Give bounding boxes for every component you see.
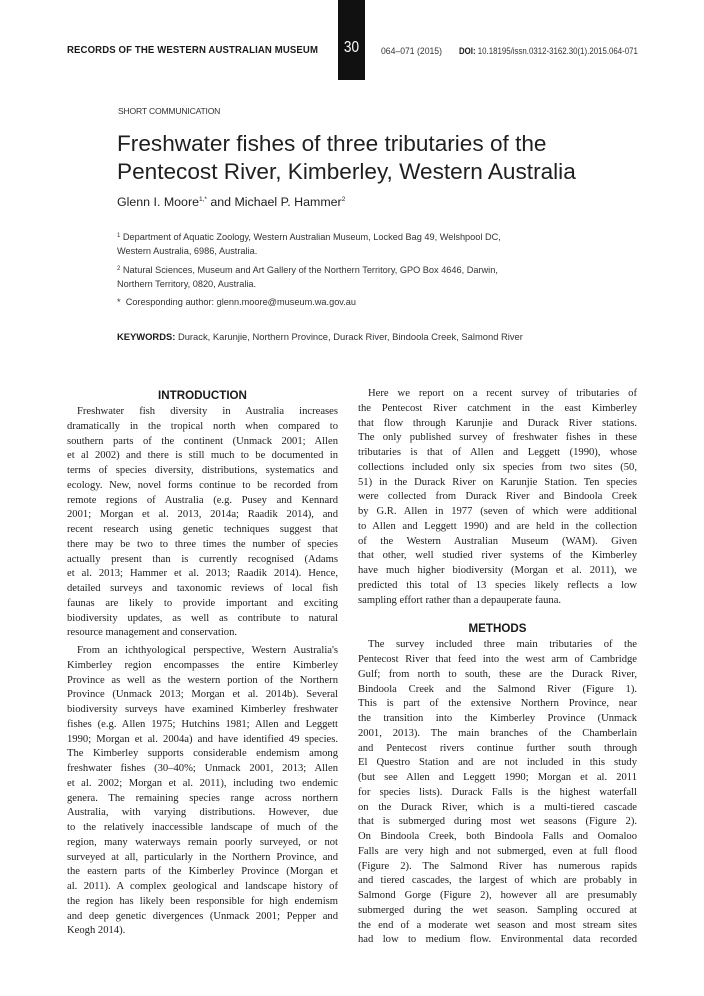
- text-line: The survey included three main tributaries of the: [368, 639, 637, 651]
- text-line: surveyed at all, particularly in the Northern Province, and: [67, 851, 338, 863]
- author-affil-mark: 2: [341, 196, 346, 203]
- text-line: Province (Unmack 2013; Morgan et al. 2014b). Several: [67, 689, 338, 701]
- text-line: submerged during the wet season. Sampling occured at: [358, 904, 637, 916]
- text-line: al. 2011). A complex geological and landscape history of: [67, 881, 338, 892]
- text-line: southern parts of the continent (Unmack 2001; Allen: [67, 435, 338, 447]
- text-line: sampling effort rather than a depauperate fauna.: [358, 594, 562, 606]
- text-line: Pentecost River that feed into the west arm of Cambridge: [358, 654, 637, 665]
- affiliation: [117, 262, 587, 291]
- text-line: of the Western Australian Museum (WAM). Given: [358, 535, 637, 547]
- text-line: collections included only six species from two sites (50,: [358, 461, 637, 473]
- text-line: Falls are very high and not submerged, even at full flood: [358, 845, 637, 857]
- corresponding-author: [117, 295, 587, 309]
- text-line: were collected from Durack River and Bindoola Creek: [358, 491, 637, 503]
- text-line: the Pentecost River catchment in the east Kimberley: [358, 402, 637, 414]
- text-line: resource management and conservation.: [67, 627, 238, 639]
- text-line: Freshwater fish diversity in Australia increases: [77, 406, 338, 417]
- text-line: region, many waterways remain poorly surveyed, or not: [67, 836, 338, 848]
- left-column: [67, 386, 338, 939]
- text-line: and tiered cascades, the largest of which are probably in: [358, 875, 637, 887]
- text-line: This is part of the extensive Northern Province, near: [358, 698, 637, 710]
- affil-mark: 1: [117, 233, 121, 239]
- paragraph: [67, 405, 338, 641]
- text-line: Australia, with varying distributions. However, due: [67, 807, 338, 819]
- text-line: Here we report on a recent survey of tributaries of: [368, 388, 637, 399]
- text-line: Kimberley region encompasses the entire Kimberley: [67, 659, 338, 671]
- affil-line: Northern Territory, 0820, Australia.: [117, 279, 257, 289]
- keywords: [117, 331, 523, 342]
- text-line: and deep genetic divergences (Unmack 2001; Pepper and: [67, 910, 338, 922]
- text-line: El Questro Station and are not included in this study: [358, 757, 637, 769]
- text-line: On Bindoola Creek, both Bindoola Falls and Oomaloo: [358, 831, 637, 842]
- text-line: and Pentecost rivers continue further south through: [358, 742, 637, 754]
- text-line: Province as well as the western portion of the Northern: [67, 674, 338, 686]
- text-line: to Allen and Leggett 1990) and are held in the collection: [358, 520, 637, 532]
- text-line: to the relatively inaccessible landscape of much of the: [67, 822, 338, 833]
- text-line: biodiversity surveys have examined Kimberley freshwater: [67, 704, 338, 715]
- affiliation: [117, 229, 587, 258]
- text-line: there may be two to three times the number of species: [67, 538, 338, 550]
- text-line: Salmond Gorge (Figure 2), however all are presumably: [358, 890, 637, 901]
- text-line: et al. 2013; Hammer et al. 2013; Raadik 2014). Hence,: [67, 568, 338, 580]
- text-line: the region has likely been responsible for high endemism: [67, 895, 338, 907]
- text-line: on the Durack River, which is a multi-tiered cascade: [358, 801, 637, 813]
- running-head: [0, 0, 704, 82]
- text-line: actually present than is currently recognised (Adams: [67, 553, 338, 565]
- text-line: dramatically in the tropical north when compared to: [67, 420, 338, 432]
- text-line: that other, well studied river systems of the Kimberley: [358, 550, 637, 562]
- title-line: Freshwater fishes of three tributaries of the: [117, 131, 547, 156]
- text-line: ecology. New, novel forms continue to be recorded from: [67, 479, 338, 491]
- text-line: 51) in the Durack River on Karunjie Station. Ten species: [358, 476, 637, 488]
- text-line: tributaries is that of Allen and Leggett (1990), whose: [358, 447, 637, 458]
- text-line: (but see Allen and Leggett 1990; Morgan et al. 2011: [358, 772, 637, 783]
- paragraph: [67, 644, 338, 939]
- article-type: SHORT COMMUNICATION: [118, 106, 221, 116]
- paragraph: [358, 387, 637, 608]
- text-line: The Kimberley supports considerable endemism among: [67, 748, 338, 760]
- keywords-text: Durack, Karunjie, Northern Province, Durack River, Bindoola Creek, Salmond River: [177, 331, 523, 342]
- paragraph: [358, 638, 637, 948]
- text-line: Bindoola Creek and the Salmond River (Figure 1).: [358, 683, 637, 695]
- author-name: Glenn I. Moore: [117, 195, 199, 209]
- text-line: by G.R. Allen in 1977 (seven of which were additional: [358, 506, 637, 517]
- section-gap: [358, 608, 637, 619]
- text-line: 1990; Morgan et al. 2004a) and have identified 49 species.: [67, 733, 338, 745]
- doi-link[interactable]: 10.18195/issn.0312-3162.30(1).2015.064-071: [477, 46, 638, 57]
- text-line: Keogh 2014).: [67, 925, 126, 937]
- text-line: terms of species diversity, distributions, systematics and: [67, 465, 338, 476]
- page-range: 064–071 (2015): [381, 46, 442, 57]
- text-line: freshwater fishes (30–40%; Unmack 2001, 2013; Allen: [67, 763, 338, 774]
- doi: [459, 46, 638, 57]
- corresp-mark: *: [117, 297, 121, 307]
- text-line: genera. The remaining species range across northern: [67, 792, 338, 804]
- affil-mark: 2: [117, 266, 121, 272]
- volume-number: 30: [343, 39, 360, 56]
- doi-label: DOI:: [459, 46, 476, 57]
- text-line: the transition into the Kimberley Province (Unmack: [358, 713, 637, 724]
- text-line: (Figure 2). The Salmond River has numerous rapids: [358, 860, 637, 872]
- text-line: the end of a moderate wet season and most stream sites: [358, 919, 637, 931]
- text-line: the eastern parts of the Kimberley Province (Morgan et: [67, 866, 338, 878]
- text-line: had low to medium flow. Environmental data recorded: [358, 934, 637, 946]
- author-affil-mark: 1,*: [198, 196, 207, 203]
- text-line: have much higher biodiversity (Morgan et al. 2011), we: [358, 565, 637, 576]
- author-name: Michael P. Hammer: [234, 195, 342, 209]
- affil-line: Natural Sciences, Museum and Art Gallery of the Northern Territory, GPO Box 4646, Darwin,: [122, 265, 498, 275]
- text-line: biodiversity updates, as well as contribute to natural: [67, 612, 338, 624]
- text-line: predicted this total of 13 species likely reflects a low: [358, 579, 637, 591]
- text-line: et al 2002) and there is still much to be documented in: [67, 450, 338, 462]
- text-line: faunas are likely to provide important and exciting: [67, 597, 338, 609]
- text-line: The only published survey of freshwater fishes in these: [358, 432, 637, 444]
- text-line: for species lists). Durack Falls is the highest waterfall: [358, 786, 637, 798]
- text-line: recent research using genetic techniques suggest that: [67, 524, 338, 535]
- text-line: detailed surveys and taxonomic reviews of local fish: [67, 583, 338, 594]
- section-heading-introduction: INTRODUCTION: [158, 389, 247, 402]
- right-column: [358, 386, 637, 948]
- article-title: [117, 130, 657, 186]
- keywords-label: KEYWORDS:: [117, 331, 176, 342]
- section-heading-methods: METHODS: [468, 622, 527, 636]
- author-list: [117, 195, 345, 209]
- corresp-text[interactable]: Coresponding author: glenn.moore@museum.wa.gov.au: [125, 297, 356, 307]
- text-line: that is submerged during most wet seasons (Figure 2).: [358, 816, 637, 828]
- text-line: 2001; Morgan et al. 2013, 2014a; Raadik 2014), and: [67, 509, 338, 521]
- text-line: Gulf; from north to south, these are the Durack River,: [358, 668, 637, 680]
- affil-line: Department of Aquatic Zoology, Western Australian Museum, Locked Bag 49, Welshpool DC,: [122, 232, 501, 242]
- author-joiner: and: [206, 195, 235, 209]
- text-line: that flow through Karunjie and Durack River stations.: [358, 417, 637, 429]
- volume-tab: [338, 0, 365, 80]
- affil-line: Western Australia, 6986, Australia.: [117, 246, 258, 256]
- text-line: fishes (e.g. Allen 1975; Hutchins 1981; Allen and Leggett: [67, 718, 338, 730]
- text-line: 2001, 2013). The main branches of the Chamberlain: [358, 727, 637, 739]
- text-line: From an ichthyological perspective, Western Australia's: [77, 645, 338, 656]
- text-line: remote regions of Australia (e.g. Pusey and Kennard: [67, 494, 338, 506]
- journal-name: RECORDS OF THE WESTERN AUSTRALIAN MUSEUM: [67, 45, 319, 56]
- text-line: et al. 2002; Morgan et al. 2011), including two endemic: [67, 777, 338, 789]
- title-line: Pentecost River, Kimberley, Western Australia: [117, 159, 576, 184]
